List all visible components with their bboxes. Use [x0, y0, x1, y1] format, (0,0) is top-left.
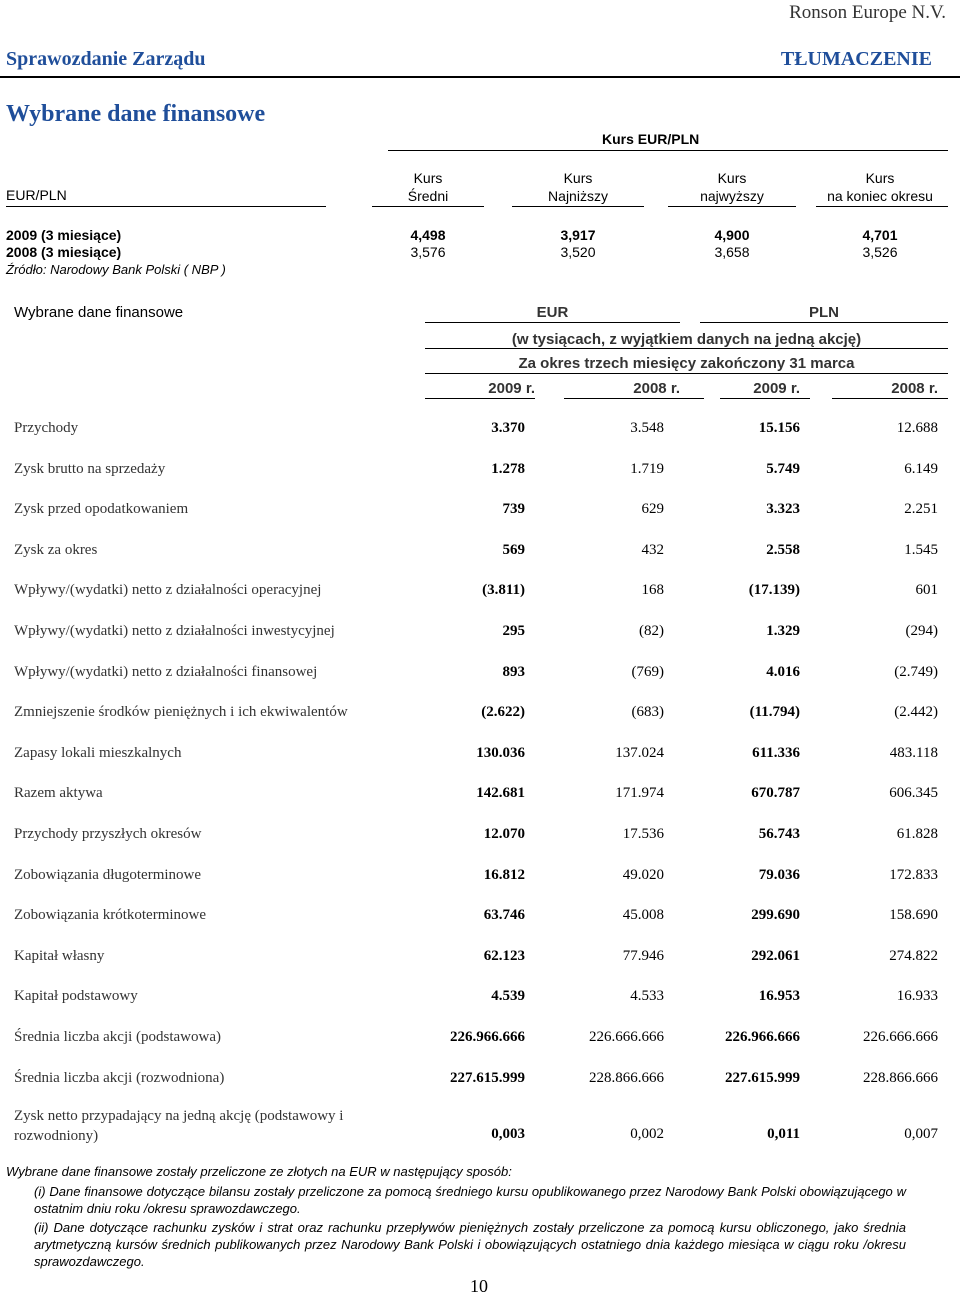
- financial-cell: 226.666.666: [589, 1029, 664, 1045]
- financial-cell: (683): [631, 704, 664, 720]
- financial-cell: (3.811): [482, 582, 525, 598]
- financial-cell: 3.548: [630, 420, 664, 436]
- exchange-col-max: [672, 169, 792, 205]
- financial-cell: 292.061: [751, 948, 800, 964]
- financial-cell: 670.787: [751, 785, 800, 801]
- eur-header-rule: [425, 322, 680, 323]
- exchange-col-end-l1: Kurs: [865, 170, 895, 186]
- financial-cell: 12.070: [483, 826, 525, 842]
- financial-cell: 63.746: [483, 907, 525, 923]
- financial-row-label: Kapitał podstawowy: [14, 988, 138, 1004]
- financial-cell: 4.533: [630, 988, 664, 1004]
- financial-row-label: Wpływy/(wydatki) netto z działalności operacyjnej: [14, 582, 322, 598]
- financial-cell: 16.812: [483, 867, 525, 883]
- financial-cell: 228.866.666: [589, 1070, 664, 1086]
- financial-cell: 1.545: [904, 542, 938, 558]
- exchange-cell: 3,658: [714, 244, 750, 260]
- period-note: Za okres trzech miesięcy zakończony 31 marca: [518, 355, 855, 372]
- financial-cell: (2.622): [481, 704, 525, 720]
- exchange-row-label: 2008 (3 miesiące): [6, 244, 122, 260]
- exchange-cell: 4,900: [714, 227, 750, 243]
- eps-label-l2: rozwodniony): [14, 1128, 99, 1144]
- financial-row-label: Zysk przed opodatkowaniem: [14, 501, 189, 517]
- financial-cell: 168: [641, 582, 664, 598]
- exchange-col-min-l1: Kurs: [563, 170, 593, 186]
- financial-cell: 3.370: [491, 420, 525, 436]
- financial-row-label: Przychody przyszłych okresów: [14, 826, 202, 842]
- exchange-col-rule: [372, 206, 484, 207]
- exchange-cell: 3,576: [410, 244, 446, 260]
- financial-row-label: Zobowiązania długoterminowe: [14, 867, 202, 883]
- financial-cell: 601: [915, 582, 938, 598]
- financial-title: Wybrane dane finansowe: [14, 304, 184, 321]
- exchange-group-rule: [388, 150, 948, 151]
- exchange-group-header: Kurs EUR/PLN: [602, 131, 700, 147]
- financial-cell: 893: [502, 664, 525, 680]
- financial-cell: 45.008: [622, 907, 664, 923]
- financial-cell: 137.024: [615, 745, 664, 761]
- year-col-rule: [425, 398, 535, 399]
- units-rule: [425, 348, 948, 349]
- financial-cell: 0,007: [904, 1126, 938, 1142]
- financial-cell: 0,003: [491, 1126, 525, 1142]
- financial-cell: 4.539: [491, 988, 525, 1004]
- exchange-col-avg-l1: Kurs: [413, 170, 443, 186]
- year-col: 2009 r.: [753, 380, 800, 397]
- financial-cell: 629: [641, 501, 664, 517]
- exchange-row-label: 2009 (3 miesiące): [6, 227, 122, 243]
- financial-cell: 226.966.666: [725, 1029, 800, 1045]
- exchange-cell: 3,526: [862, 244, 898, 260]
- financial-cell: 569: [502, 542, 525, 558]
- financial-cell: 3.323: [766, 501, 800, 517]
- year-col: 2008 r.: [891, 380, 938, 397]
- financial-row-label: Zysk za okres: [14, 542, 98, 558]
- financial-cell: 5.749: [766, 461, 800, 477]
- header-rule: [0, 76, 960, 78]
- financial-row-label: Zysk brutto na sprzedaży: [14, 461, 166, 477]
- year-col-rule: [720, 398, 810, 399]
- financial-row-label: Wpływy/(wydatki) netto z działalności inwestycyjnej: [14, 623, 335, 639]
- exchange-cell: 4,498: [410, 227, 446, 243]
- financial-cell: 171.974: [615, 785, 664, 801]
- exchange-col-rule: [816, 206, 948, 207]
- exchange-col-end: [810, 169, 950, 205]
- exchange-col-rule: [668, 206, 796, 207]
- exchange-cell: 3,520: [560, 244, 596, 260]
- financial-cell: 172.833: [889, 867, 938, 883]
- financial-cell: 158.690: [889, 907, 938, 923]
- financial-cell: 56.743: [758, 826, 800, 842]
- source-note: Źródło: Narodowy Bank Polski ( NBP ): [6, 262, 226, 277]
- financial-row-label: Przychody: [14, 420, 79, 436]
- financial-row-label: Zobowiązania krótkoterminowe: [14, 907, 207, 923]
- financial-row-label: Zapasy lokali mieszkalnych: [14, 745, 182, 761]
- year-col-rule: [564, 398, 704, 399]
- financial-cell: 79.036: [758, 867, 800, 883]
- financial-cell: (2.442): [894, 704, 938, 720]
- financial-cell: 299.690: [751, 907, 800, 923]
- footnote-item-1: (i) Dane finansowe dotyczące bilansu zostały przeliczone za pomocą średniego kursu opublikowanego przez Narodowy Bank Polski obowiązującego w ostatnim dniu roku /okresu sprawozdawczego.: [34, 1184, 906, 1216]
- financial-row-label: Wpływy/(wydatki) netto z działalności finansowej: [14, 664, 318, 680]
- financial-row-label: Średnia liczba akcji (podstawowa): [14, 1029, 222, 1045]
- year-col-rule: [832, 398, 948, 399]
- financial-row-label: Średnia liczba akcji (rozwodniona): [14, 1070, 225, 1086]
- financial-cell: 4.016: [766, 664, 800, 680]
- company-name: Ronson Europe N.V.: [789, 2, 946, 23]
- financial-cell: 2.558: [766, 542, 800, 558]
- exchange-cell: 4,701: [862, 227, 898, 243]
- financial-row-label: [14, 1106, 343, 1146]
- report-title: Sprawozdanie Zarządu: [6, 48, 206, 70]
- financial-cell: 274.822: [889, 948, 938, 964]
- footnote-item-2: (ii) Dane dotyczące rachunku zysków i strat oraz rachunku przepływów pieniężnych zostały przeliczone za pomocą kursu obliczonego, jako średnia arytmetyczną kursów średnich publikowanych przez Narodowy Bank Polski i obowiązujących ostatniego dnia każdego miesiąca w ciągu roku /okresu sprawozdawczego.: [34, 1220, 906, 1269]
- financial-cell: 15.156: [758, 420, 800, 436]
- financial-cell: 6.149: [904, 461, 938, 477]
- financial-cell: 1.278: [491, 461, 525, 477]
- section-title: Wybrane dane finansowe: [6, 101, 266, 127]
- financial-cell: 227.615.999: [450, 1070, 525, 1086]
- exchange-col-end-l2: na koniec okresu: [827, 188, 933, 204]
- financial-row-label: Zmniejszenie środków pieniężnych i ich ekwiwalentów: [14, 704, 348, 720]
- exchange-cell: 3,917: [560, 227, 596, 243]
- financial-cell: 77.946: [622, 948, 664, 964]
- year-col: 2009 r.: [488, 380, 535, 397]
- exchange-col-min-l2: Najniższy: [548, 188, 608, 204]
- financial-cell: 49.020: [622, 867, 664, 883]
- financial-row-label: Kapitał własny: [14, 948, 105, 964]
- exchange-col-rule: [512, 206, 644, 207]
- page-number: 10: [470, 1276, 488, 1296]
- units-note: (w tysiącach, z wyjątkiem danych na jedną akcję): [511, 331, 862, 348]
- footnote-intro: Wybrane dane finansowe zostały przeliczone ze złotych na EUR w następujący sposób:: [6, 1164, 512, 1179]
- financial-cell: (17.139): [748, 582, 800, 598]
- exchange-col-min: [518, 169, 638, 205]
- exchange-col-max-l1: Kurs: [717, 170, 747, 186]
- year-col: 2008 r.: [633, 380, 680, 397]
- financial-cell: 228.866.666: [863, 1070, 938, 1086]
- financial-cell: 16.953: [758, 988, 800, 1004]
- financial-cell: (769): [631, 664, 664, 680]
- financial-cell: 62.123: [483, 948, 525, 964]
- financial-cell: (294): [905, 623, 938, 639]
- exchange-col-max-l2: najwyższy: [700, 188, 764, 204]
- financial-cell: 226.666.666: [863, 1029, 938, 1045]
- financial-cell: 226.966.666: [450, 1029, 525, 1045]
- financial-cell: 227.615.999: [725, 1070, 800, 1086]
- exchange-col-rule: [6, 206, 326, 207]
- period-rule: [425, 373, 948, 374]
- financial-cell: 739: [502, 501, 525, 517]
- financial-cell: 606.345: [889, 785, 938, 801]
- financial-cell: 1.329: [766, 623, 800, 639]
- financial-cell: 432: [641, 542, 664, 558]
- pln-header-rule: [700, 322, 948, 323]
- translation-label: TŁUMACZENIE: [780, 48, 932, 70]
- financial-cell: (2.749): [894, 664, 938, 680]
- financial-cell: 295: [502, 623, 525, 639]
- financial-cell: 483.118: [889, 745, 938, 761]
- financial-cell: 0,011: [767, 1126, 800, 1142]
- eur-header: EUR: [536, 304, 569, 321]
- exchange-col-avg-l2: Średni: [407, 188, 449, 204]
- financial-cell: 16.933: [896, 988, 938, 1004]
- exchange-col-avg: [378, 169, 478, 205]
- financial-cell: 61.828: [896, 826, 938, 842]
- financial-row-label: Razem aktywa: [14, 785, 103, 801]
- financial-cell: 130.036: [476, 745, 525, 761]
- financial-cell: 12.688: [896, 420, 938, 436]
- financial-cell: 17.536: [622, 826, 664, 842]
- financial-cell: (11.794): [749, 704, 800, 720]
- financial-cell: 142.681: [476, 785, 525, 801]
- financial-cell: (82): [639, 623, 664, 639]
- financial-cell: 2.251: [904, 501, 938, 517]
- financial-cell: 1.719: [630, 461, 664, 477]
- financial-cell: 611.336: [752, 745, 800, 761]
- exchange-col-label: EUR/PLN: [6, 187, 67, 203]
- eps-label-l1: Zysk netto przypadający na jedną akcję (podstawowy i: [14, 1108, 344, 1124]
- pln-header: PLN: [809, 304, 839, 321]
- financial-cell: 0,002: [630, 1126, 664, 1142]
